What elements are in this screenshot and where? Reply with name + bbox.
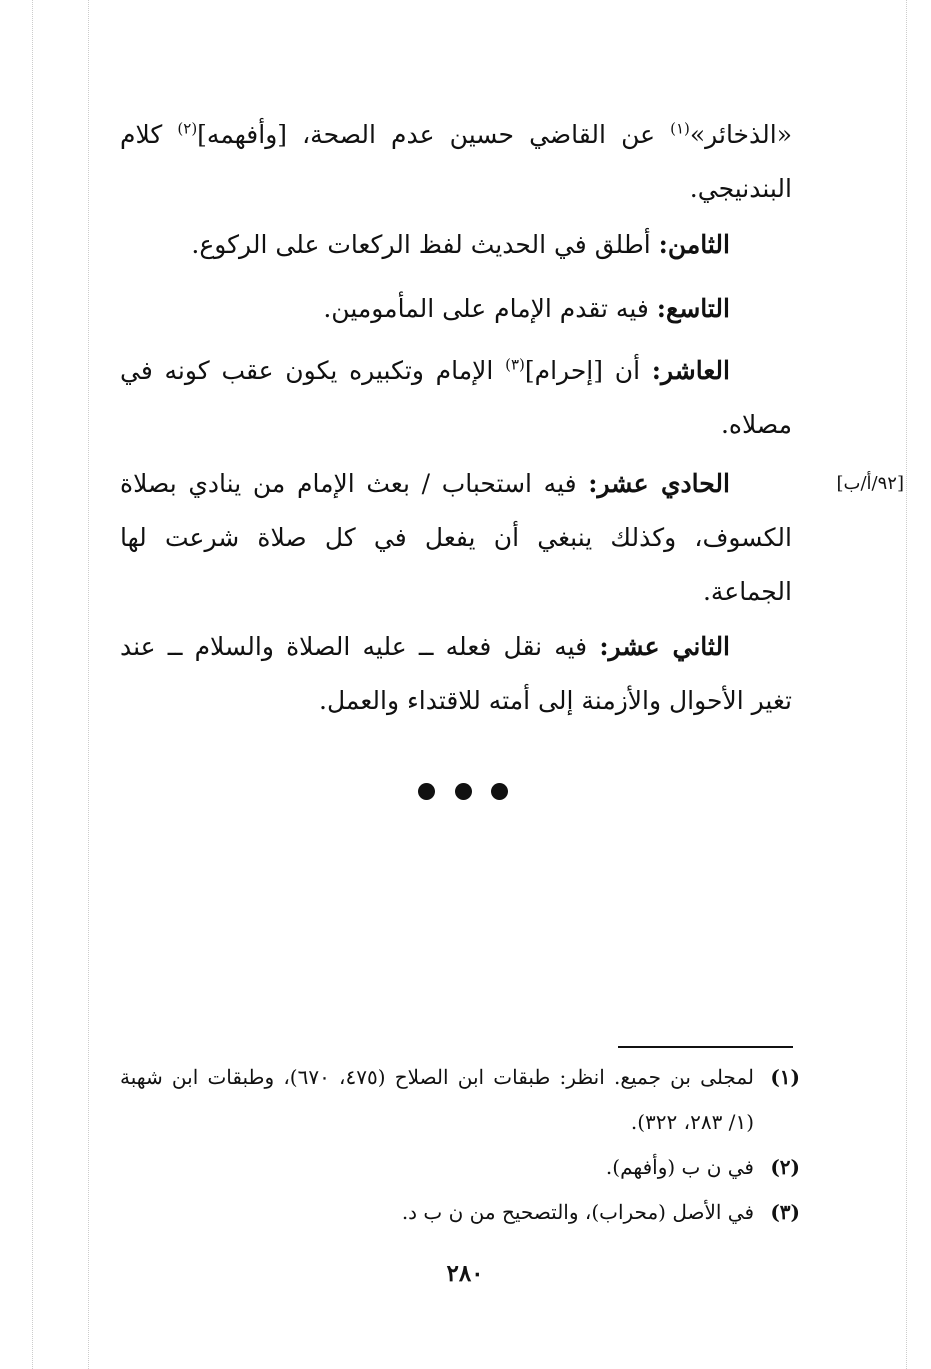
paragraph-1 bbox=[120, 108, 792, 216]
paragraph-1-segment: عن القاضي حسين عدم الصحة، [وأفهمه] bbox=[197, 120, 671, 149]
paragraph-12th bbox=[120, 620, 792, 728]
footnote-3 bbox=[120, 1190, 800, 1235]
paragraph-11th-text bbox=[120, 457, 792, 619]
point-label-12th: الثاني عشر: bbox=[599, 632, 731, 661]
page-number: ٢٨٠ bbox=[446, 1260, 484, 1287]
point-text-10th-b: الإمام وتكبيره يكون عقب كونه في مصلاه. bbox=[120, 356, 792, 439]
point-text-10th-a: أن [إحرام] bbox=[524, 356, 652, 385]
point-text-9th: فيه تقدم الإمام على المأمومين. bbox=[323, 294, 657, 323]
paragraph-1-text bbox=[120, 108, 792, 216]
footnote-3-text: في الأصل (محراب)، والتصحيح من ن ب د. bbox=[401, 1200, 754, 1224]
footnote-1 bbox=[120, 1055, 800, 1145]
point-label-11th: الحادي عشر: bbox=[588, 469, 730, 498]
ornament-dot bbox=[491, 783, 508, 800]
point-label-10th: العاشر: bbox=[651, 356, 730, 385]
footnote-2-text: في ن ب (وأفهم). bbox=[605, 1155, 754, 1179]
paragraph-10th-text bbox=[120, 344, 792, 452]
point-text-8th: أطلق في الحديث لفظ الركعات على الركوع. bbox=[191, 230, 659, 259]
paragraph-8th-text bbox=[120, 218, 792, 272]
section-end-ornament bbox=[418, 780, 508, 802]
point-text-12th: فيه نقل فعله ــ عليه الصلاة والسلام ــ عند تغير الأحوال والأزمنة إلى أمته للاقتداء والعمل. bbox=[120, 632, 792, 715]
paragraph-1-ending: كلام البندنيجي. bbox=[120, 120, 792, 203]
scan-edge-left bbox=[32, 0, 33, 1369]
footnote-2 bbox=[120, 1145, 800, 1190]
paragraph-9th-text bbox=[120, 282, 792, 336]
footnote-3-number: (٣) bbox=[770, 1200, 800, 1224]
footnote-separator bbox=[618, 1046, 793, 1048]
paragraph-9th bbox=[120, 282, 792, 336]
paragraph-8th bbox=[120, 218, 792, 272]
footnote-2-number: (٢) bbox=[770, 1155, 800, 1179]
paragraph-12th-text bbox=[120, 620, 792, 728]
footnotes bbox=[120, 1055, 800, 1235]
ornament-dot bbox=[455, 783, 472, 800]
footnote-marker-1[interactable]: (١) bbox=[670, 119, 690, 138]
footnote-1-number: (١) bbox=[770, 1065, 800, 1089]
scan-edge-right bbox=[906, 0, 907, 1369]
point-text-11th: فيه استحباب / بعث الإمام من ينادي بصلاة الكسوف، وكذلك ينبغي أن يفعل في كل صلاة شرعت لها الجماعة. bbox=[120, 469, 792, 606]
dhakhair-title: «الذخائر» bbox=[689, 120, 792, 149]
footnote-1-text: لمجلى بن جميع. انظر: طبقات ابن الصلاح (٤٧٥، ٦٧٠)، وطبقات ابن شهبة (١/ ٢٨٣، ٣٢٢). bbox=[120, 1065, 755, 1134]
footnote-marker-3[interactable]: (٣) bbox=[505, 355, 525, 374]
paragraph-11th bbox=[120, 457, 792, 619]
scan-edge-inner-left bbox=[88, 0, 89, 1369]
point-label-8th: الثامن: bbox=[658, 230, 730, 259]
point-label-9th: التاسع: bbox=[656, 294, 730, 323]
footnote-marker-2[interactable]: (٢) bbox=[177, 119, 198, 138]
paragraph-10th bbox=[120, 344, 792, 452]
manuscript-folio-reference: [٩٢/أ/ب] bbox=[836, 473, 904, 494]
ornament-dot bbox=[418, 783, 435, 800]
